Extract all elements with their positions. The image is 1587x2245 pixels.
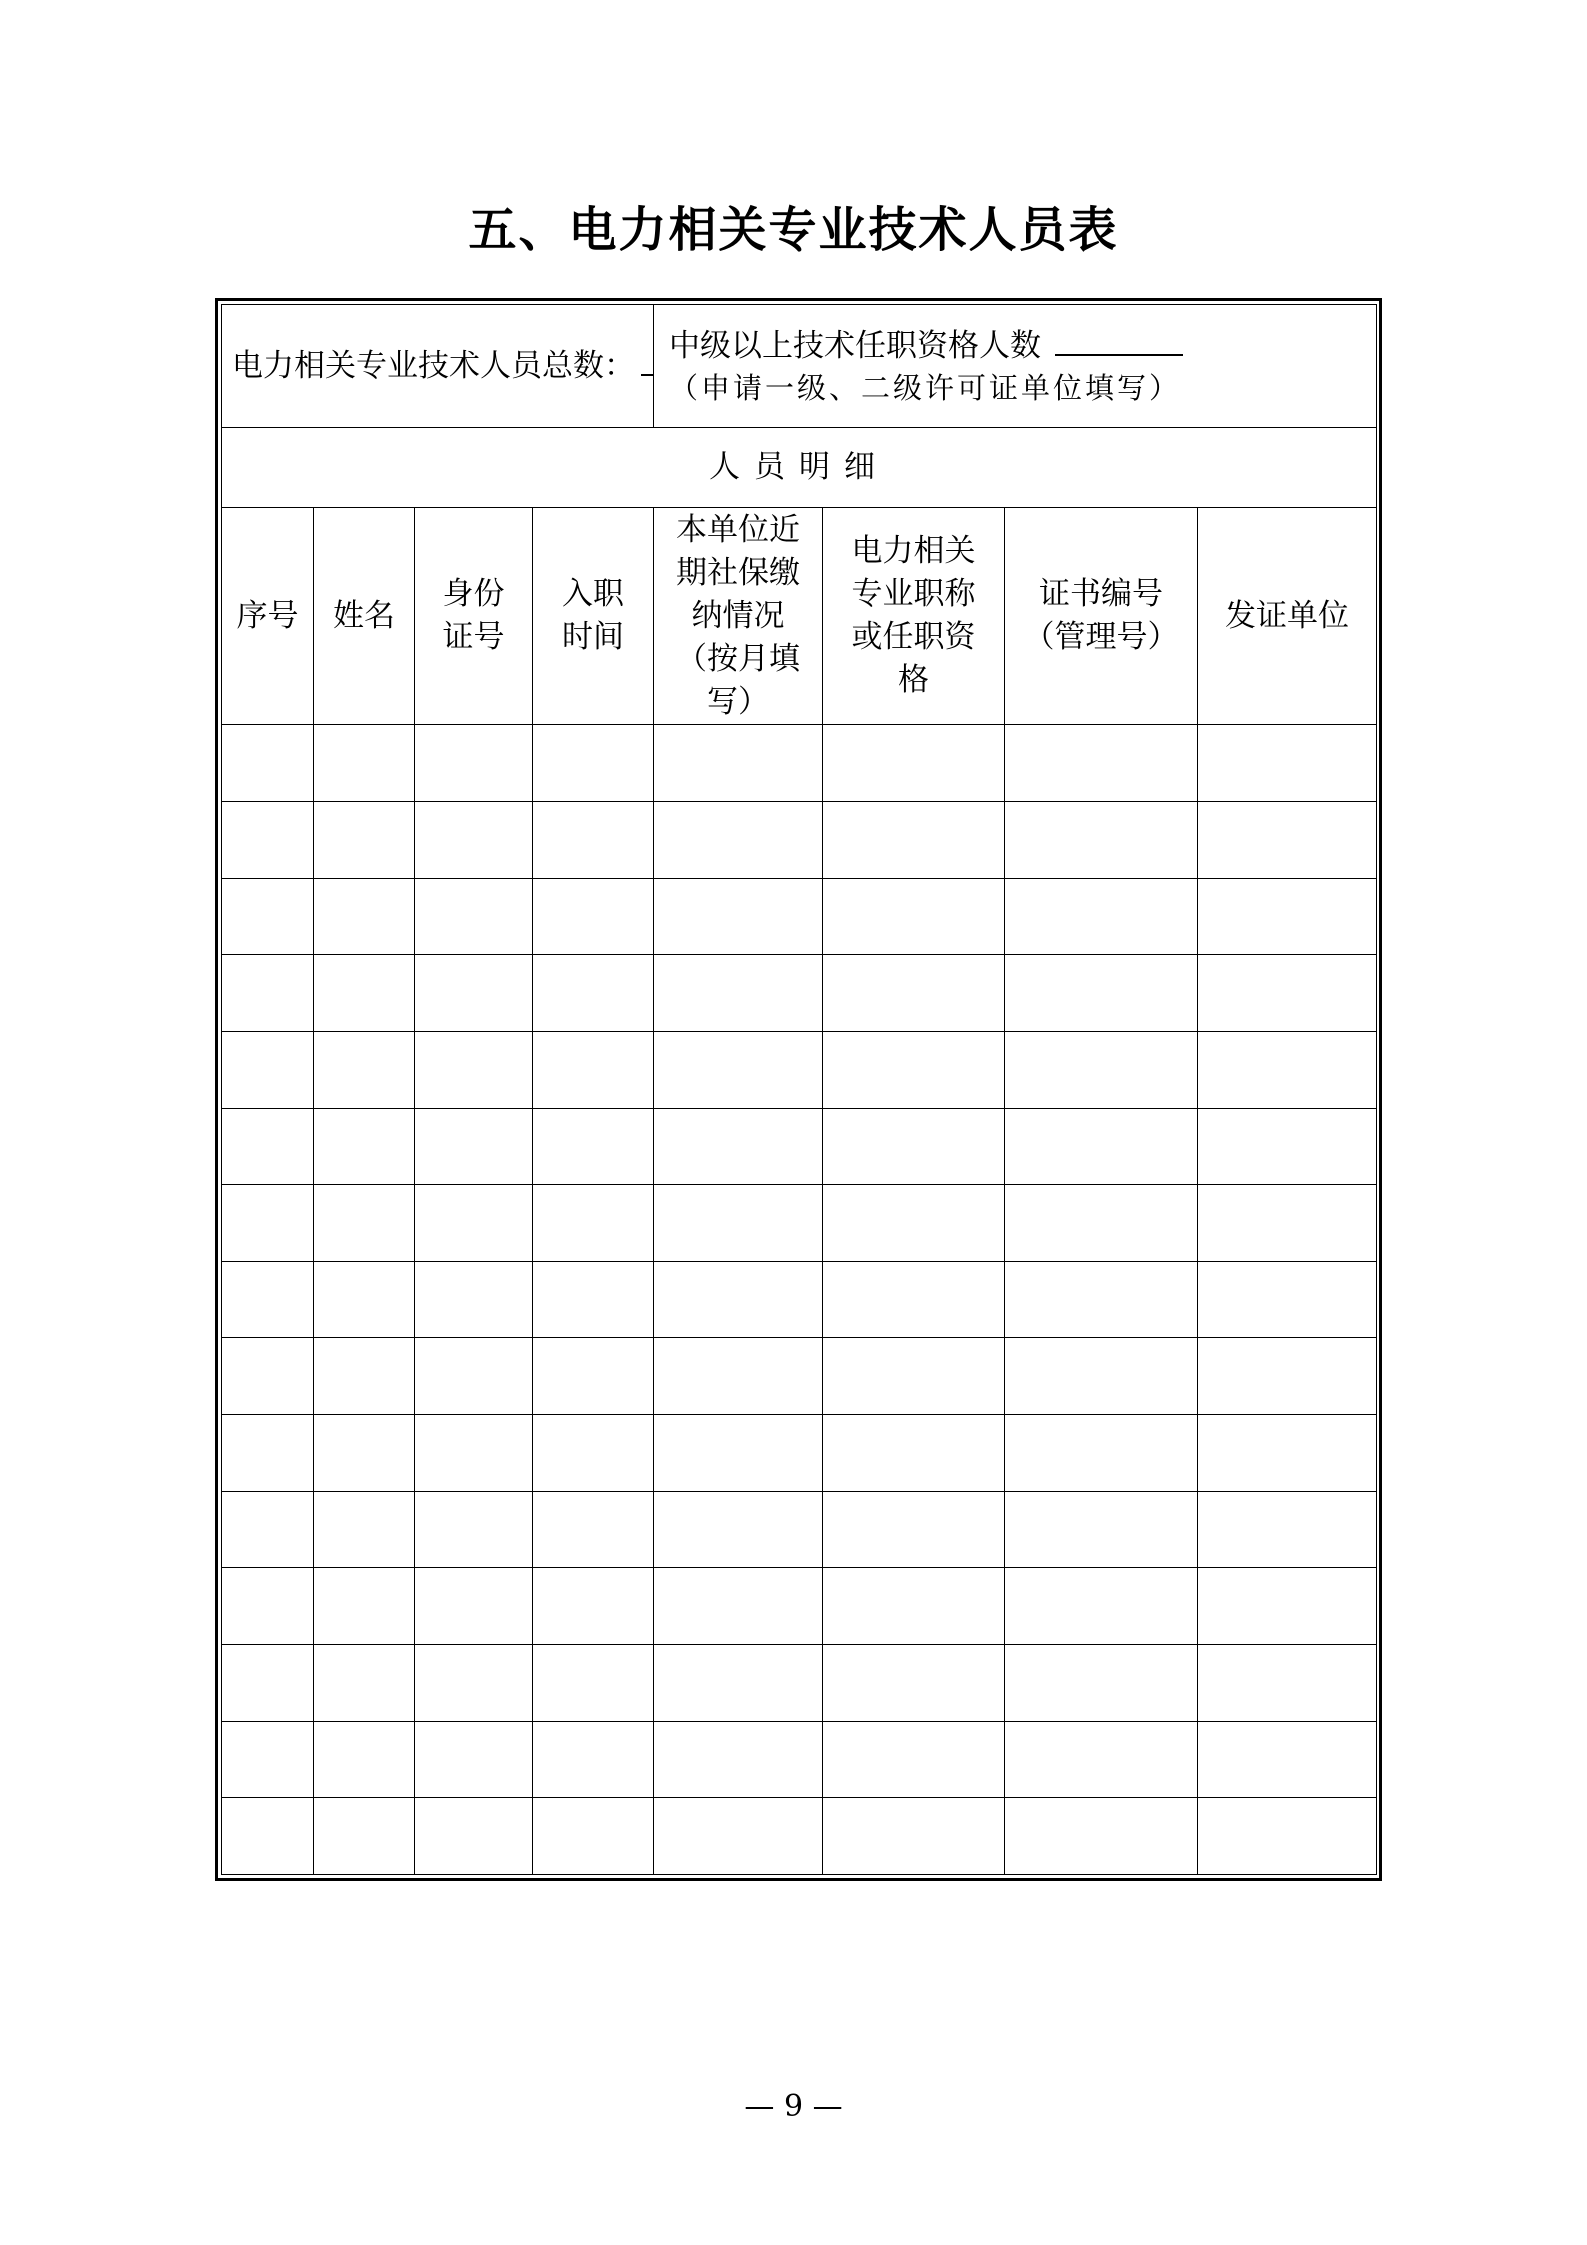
table-cell[interactable] [654, 1338, 823, 1415]
table-cell[interactable] [654, 1798, 823, 1875]
column-header-line: 纳情况 [691, 597, 785, 634]
table-cell[interactable] [1198, 1491, 1377, 1568]
table-cell[interactable] [1005, 1415, 1198, 1492]
table-cell[interactable] [314, 1261, 415, 1338]
table-cell[interactable] [415, 1031, 533, 1108]
table-cell[interactable] [654, 955, 823, 1032]
table-cell[interactable] [314, 1721, 415, 1798]
total-count-label: 电力相关专业技术人员总数： [232, 347, 635, 384]
mid-level-count-note: （申请一级、二级许可证单位填写） [669, 370, 1182, 405]
personnel-table-frame [215, 298, 1382, 1881]
table-cell[interactable] [415, 1338, 533, 1415]
table-cell[interactable] [415, 878, 533, 955]
table-cell[interactable] [654, 1415, 823, 1492]
table-cell[interactable] [823, 1568, 1005, 1645]
table-cell[interactable] [314, 725, 415, 802]
table-cell[interactable] [1198, 1031, 1377, 1108]
table-cell[interactable] [823, 878, 1005, 955]
column-header [314, 507, 415, 725]
mid-level-count-blank [1055, 353, 1183, 356]
table-row [222, 1721, 1377, 1798]
table-cell[interactable] [1005, 1185, 1198, 1262]
table-cell[interactable] [222, 1185, 314, 1262]
column-header-line: 序号 [236, 597, 299, 634]
table-cell[interactable] [654, 1031, 823, 1108]
table-cell[interactable] [1198, 1261, 1377, 1338]
table-row [222, 955, 1377, 1032]
table-cell[interactable] [1198, 802, 1377, 879]
table-cell[interactable] [823, 1031, 1005, 1108]
table-cell[interactable] [1198, 955, 1377, 1032]
table-row [222, 1644, 1377, 1721]
mid-level-count-label: 中级以上技术任职资格人数 [669, 327, 1041, 364]
table-cell[interactable] [314, 1415, 415, 1492]
table-cell[interactable] [222, 1798, 314, 1875]
table-cell[interactable] [314, 802, 415, 879]
table-cell[interactable] [533, 1338, 654, 1415]
table-cell[interactable] [1005, 1798, 1198, 1875]
table-cell[interactable] [823, 1261, 1005, 1338]
table-cell[interactable] [222, 1338, 314, 1415]
table-cell[interactable] [533, 1491, 654, 1568]
column-header-line: 写） [707, 683, 769, 720]
table-cell[interactable] [415, 802, 533, 879]
table-cell[interactable] [314, 1568, 415, 1645]
table-cell[interactable] [1198, 725, 1377, 802]
table-cell[interactable] [415, 1108, 533, 1185]
table-cell[interactable] [415, 1261, 533, 1338]
column-header-line: 电力相关 [851, 533, 976, 570]
table-cell[interactable] [1005, 725, 1198, 802]
table-cell[interactable] [533, 725, 654, 802]
table-cell[interactable] [654, 878, 823, 955]
table-cell[interactable] [1198, 1185, 1377, 1262]
table-cell[interactable] [1005, 802, 1198, 879]
column-header [222, 507, 314, 725]
table-cell[interactable] [1005, 878, 1198, 955]
table-cell[interactable] [533, 1415, 654, 1492]
column-header-line: 发证单位 [1225, 597, 1349, 634]
column-header-line: 证书编号 [1039, 576, 1163, 613]
table-row [222, 878, 1377, 955]
table-cell[interactable] [222, 1415, 314, 1492]
column-header [415, 507, 533, 725]
personnel-table [221, 304, 1377, 1875]
table-cell[interactable] [823, 725, 1005, 802]
table-cell[interactable] [823, 1798, 1005, 1875]
table-cell[interactable] [415, 725, 533, 802]
detail-row [222, 428, 1377, 508]
page-title: 五、电力相关专业技术人员表 [468, 202, 1119, 258]
table-cell[interactable] [654, 725, 823, 802]
column-header-line: 时间 [562, 619, 624, 656]
table-cell[interactable] [533, 1721, 654, 1798]
table-cell[interactable] [314, 955, 415, 1032]
table-cell[interactable] [1198, 1798, 1377, 1875]
summary-row [222, 305, 1377, 428]
table-cell[interactable] [823, 802, 1005, 879]
table-cell[interactable] [654, 1721, 823, 1798]
table-cell[interactable] [533, 802, 654, 879]
table-cell[interactable] [314, 1338, 415, 1415]
column-header-line: 专业职称 [851, 576, 976, 613]
table-row [222, 1415, 1377, 1492]
table-cell[interactable] [533, 1644, 654, 1721]
table-cell[interactable] [823, 1185, 1005, 1262]
table-cell[interactable] [314, 1108, 415, 1185]
table-row [222, 1491, 1377, 1568]
table-cell[interactable] [222, 1568, 314, 1645]
table-cell[interactable] [222, 1644, 314, 1721]
detail-label: 人员明细 [222, 428, 1377, 508]
column-header-line: 入职 [562, 576, 624, 613]
column-header [1005, 507, 1198, 725]
table-cell[interactable] [314, 878, 415, 955]
column-header-line: 期社保缴 [676, 554, 800, 591]
table-cell[interactable] [222, 1031, 314, 1108]
table-cell[interactable] [314, 1185, 415, 1262]
table-row [222, 1185, 1377, 1262]
table-cell[interactable] [314, 1031, 415, 1108]
column-header [1198, 507, 1377, 725]
mid-level-count-cell [654, 305, 1377, 428]
table-cell[interactable] [823, 1721, 1005, 1798]
table-cell[interactable] [1005, 1031, 1198, 1108]
column-header-line: 身份 [442, 576, 505, 613]
table-cell[interactable] [1198, 1415, 1377, 1492]
table-cell[interactable] [314, 1491, 415, 1568]
table-cell[interactable] [1005, 1491, 1198, 1568]
column-header [533, 507, 654, 725]
table-cell[interactable] [1005, 1108, 1198, 1185]
table-row [222, 1568, 1377, 1645]
table-cell[interactable] [533, 878, 654, 955]
table-cell[interactable] [1005, 955, 1198, 1032]
table-cell[interactable] [314, 1798, 415, 1875]
table-cell[interactable] [415, 1415, 533, 1492]
table-cell[interactable] [222, 1108, 314, 1185]
table-row [222, 802, 1377, 879]
table-cell[interactable] [415, 1491, 533, 1568]
table-cell[interactable] [222, 725, 314, 802]
table-cell[interactable] [415, 1721, 533, 1798]
table-cell[interactable] [533, 1798, 654, 1875]
table-cell[interactable] [222, 1721, 314, 1798]
table-cell[interactable] [654, 1568, 823, 1645]
table-row [222, 1108, 1377, 1185]
column-header-line: 姓名 [333, 597, 395, 634]
table-cell[interactable] [415, 1644, 533, 1721]
table-cell[interactable] [1198, 1108, 1377, 1185]
column-header-line: 或任职资 [851, 619, 976, 656]
column-header-line: 本单位近 [676, 511, 800, 548]
table-cell[interactable] [1198, 1644, 1377, 1721]
column-header-line: 格 [898, 662, 929, 699]
table-cell[interactable] [415, 955, 533, 1032]
column-header-row [222, 507, 1377, 725]
table-cell[interactable] [654, 1644, 823, 1721]
table-cell[interactable] [1005, 1644, 1198, 1721]
column-header-line: （按月填 [676, 640, 800, 677]
table-cell[interactable] [415, 1798, 533, 1875]
column-header-line: （管理号） [1023, 619, 1179, 656]
table-row [222, 725, 1377, 802]
table-cell[interactable] [415, 1568, 533, 1645]
total-count-blank [641, 373, 654, 376]
table-cell[interactable] [533, 1185, 654, 1262]
column-header [823, 507, 1005, 725]
table-cell[interactable] [1198, 1338, 1377, 1415]
column-header-line: 证号 [442, 619, 505, 656]
table-cell[interactable] [533, 955, 654, 1032]
table-cell[interactable] [222, 802, 314, 879]
table-cell[interactable] [1198, 878, 1377, 955]
table-row [222, 1798, 1377, 1875]
table-cell[interactable] [533, 1108, 654, 1185]
table-cell[interactable] [823, 1338, 1005, 1415]
table-cell[interactable] [654, 802, 823, 879]
table-cell[interactable] [533, 1031, 654, 1108]
table-cell[interactable] [533, 1568, 654, 1645]
table-cell[interactable] [1198, 1568, 1377, 1645]
page-number: — 9 — [744, 2089, 843, 2124]
table-cell[interactable] [823, 1108, 1005, 1185]
column-header [654, 507, 823, 725]
table-cell[interactable] [222, 1491, 314, 1568]
table-cell[interactable] [654, 1185, 823, 1262]
table-row [222, 1031, 1377, 1108]
table-cell[interactable] [823, 1415, 1005, 1492]
table-cell[interactable] [823, 955, 1005, 1032]
table-cell[interactable] [654, 1261, 823, 1338]
table-cell[interactable] [415, 1185, 533, 1262]
table-cell[interactable] [222, 1261, 314, 1338]
table-cell[interactable] [533, 1261, 654, 1338]
table-cell[interactable] [654, 1108, 823, 1185]
table-cell[interactable] [222, 878, 314, 955]
table-cell[interactable] [1005, 1721, 1198, 1798]
total-count-cell [222, 305, 654, 428]
table-cell[interactable] [1005, 1568, 1198, 1645]
table-cell[interactable] [654, 1491, 823, 1568]
table-cell[interactable] [314, 1644, 415, 1721]
table-row [222, 1261, 1377, 1338]
table-cell[interactable] [1005, 1338, 1198, 1415]
table-cell[interactable] [1005, 1261, 1198, 1338]
table-cell[interactable] [823, 1644, 1005, 1721]
table-row [222, 1338, 1377, 1415]
table-cell[interactable] [823, 1491, 1005, 1568]
table-cell[interactable] [1198, 1721, 1377, 1798]
table-cell[interactable] [222, 955, 314, 1032]
